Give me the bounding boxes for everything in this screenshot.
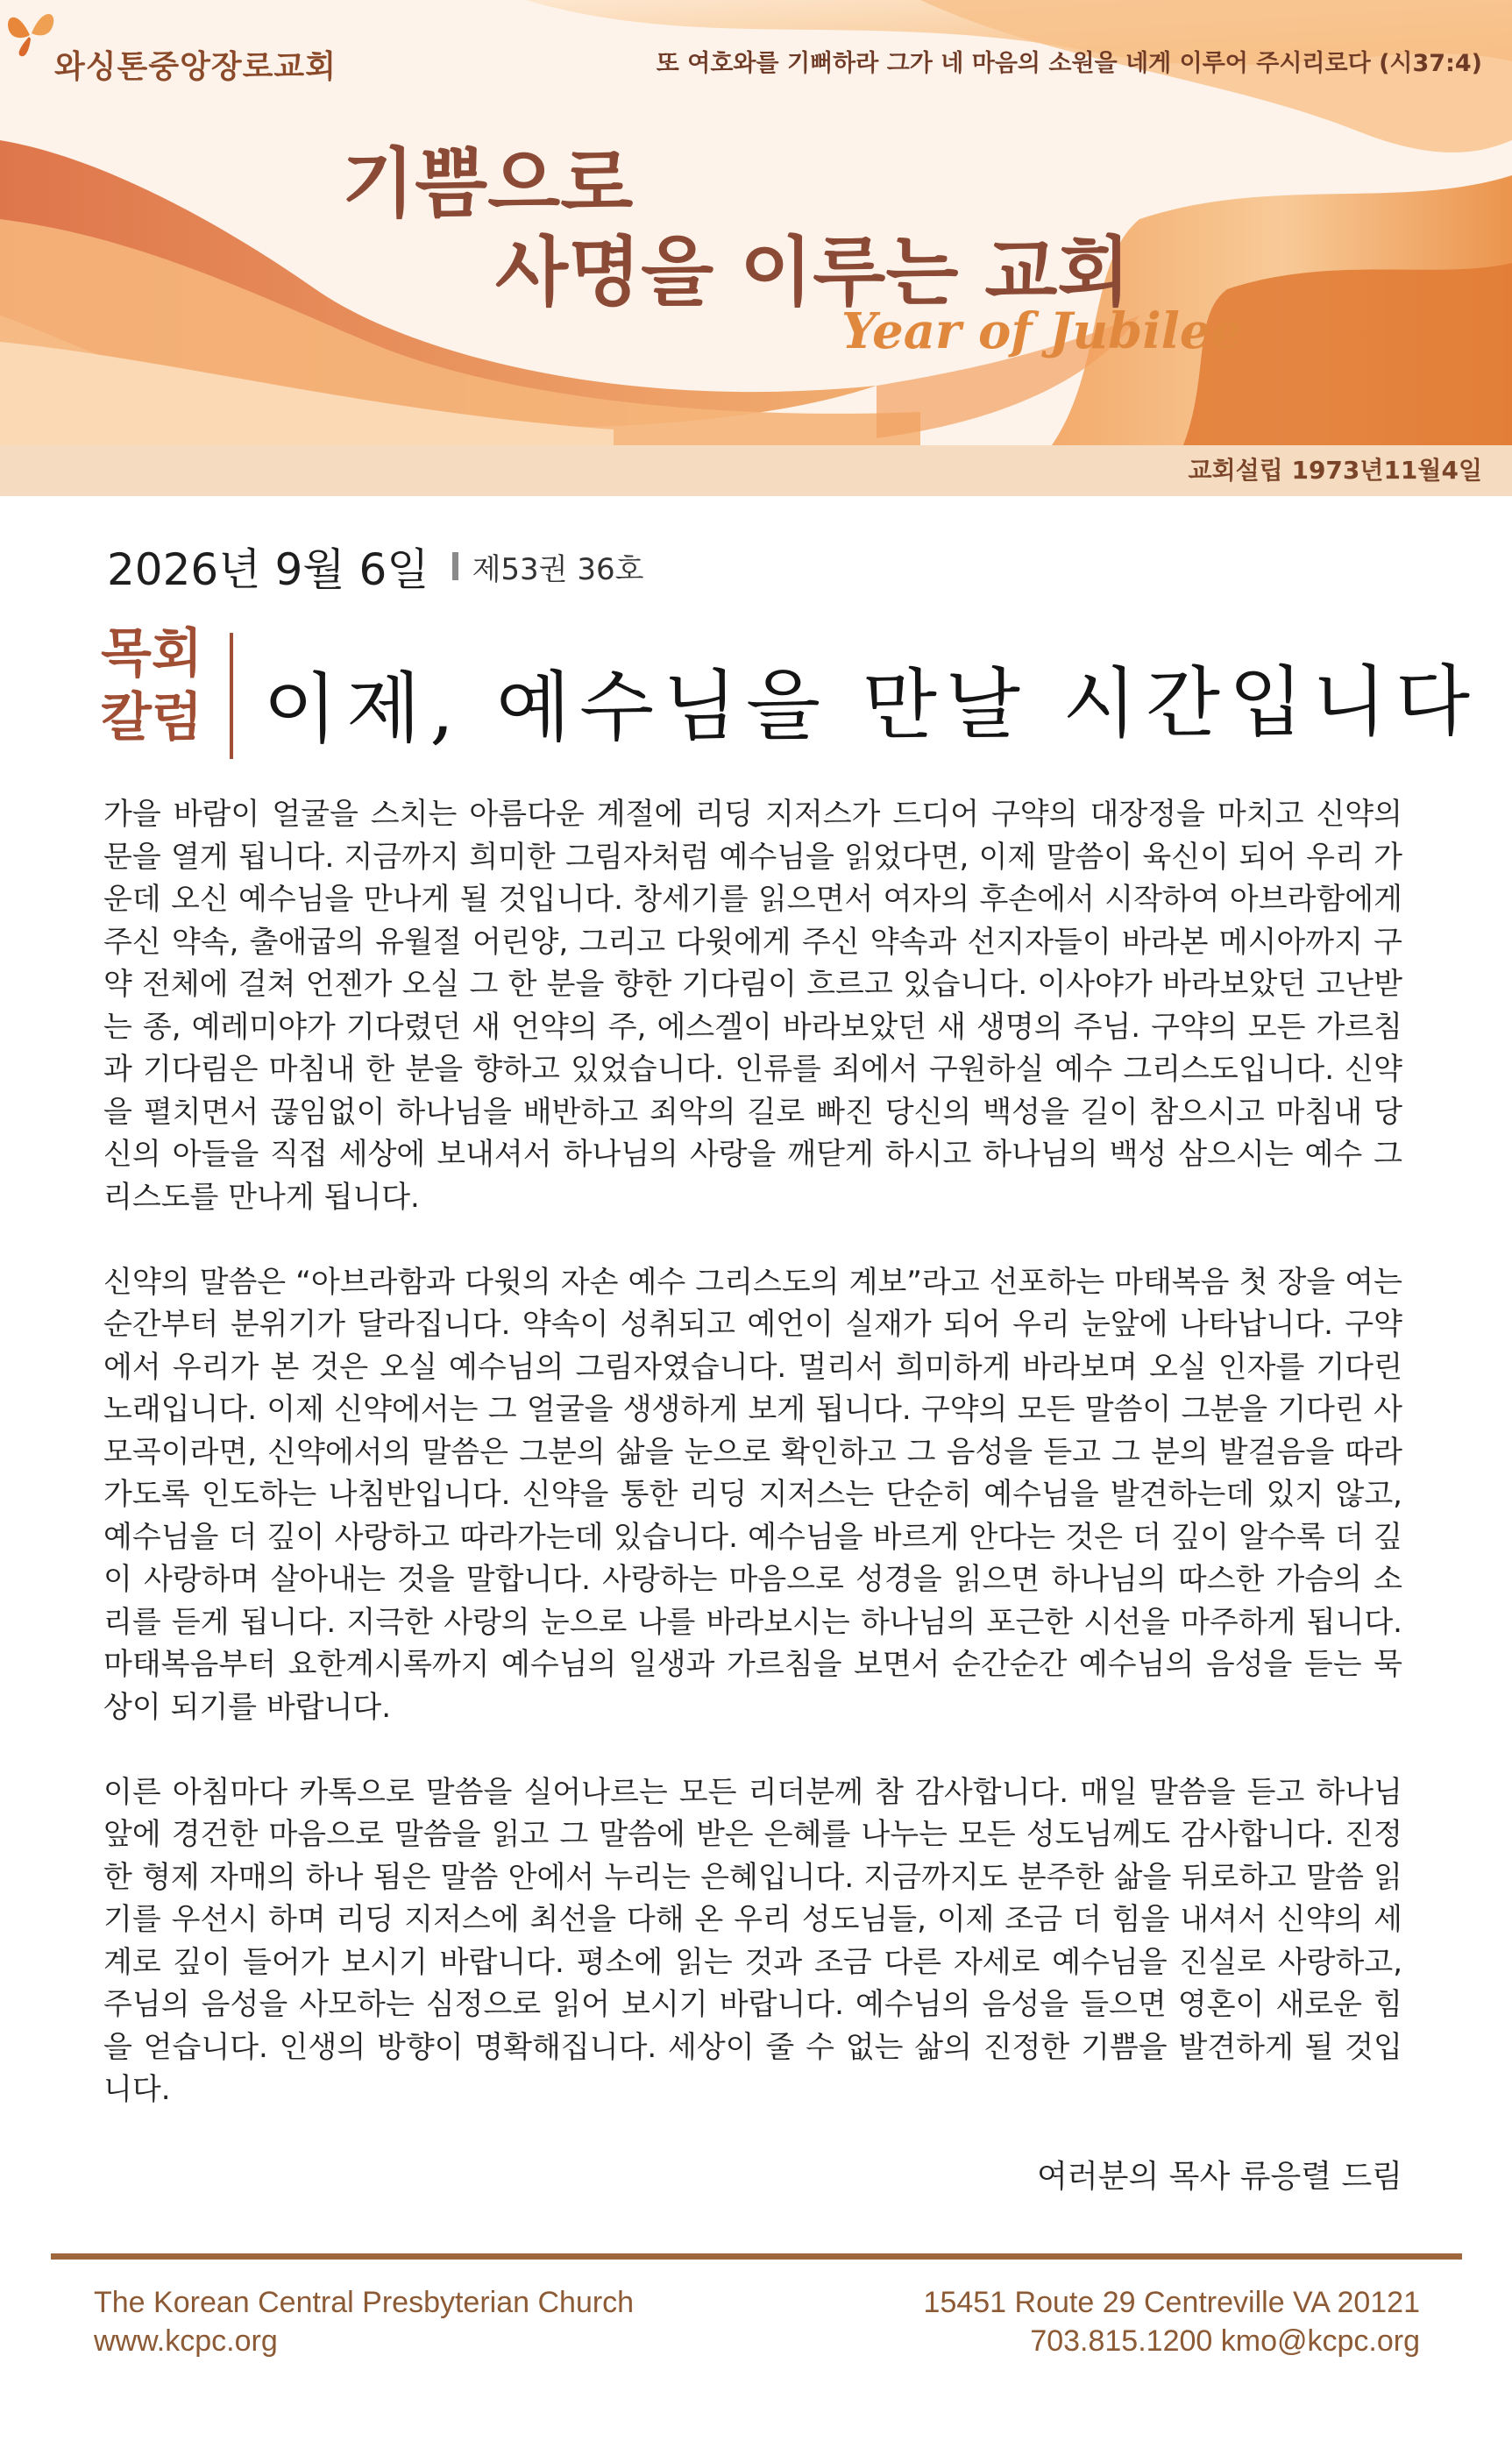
paragraph-2: 신약의 말씀은 “아브라함과 다윗의 자손 예수 그리스도의 계보”라고 선포하는 마태복음 첫 장을 여는 순간부터 분위기가 달라집니다. 약속이 성취되고 예언이 실재가 되어 우리 눈앞에 나타납니다. 구약에서 우리가 본 것은 오실 예수님의 그림자였습니다. 멀리서 희미하게 바라보며 오실 인자를 기다린 노래입니다. 이제 신약에서는 그 얼굴을 생생하게 보게 됩니다. 구약의 모든 말씀이 그분을 기다린 사모곡이라면, 신약에서의 말씀은 그분의 삶을 눈으로 확인하고 그 음성을 듣고 그 분의 발걸음을 따라가도록 인도하는 나침반입니다. 신약을 통한 리딩 지저스는 단순히 예수님을 발견하는데 있지 않고, 예수님을 더 깊이 사랑하고 따라가는데 있습니다. 예수님을 바르게 안다는 것은 더 깊이 알수록 더 깊이 사랑하며 살아내는 것을 말합니다. 사랑하는 마음으로 성경을 읽으면 하나님의 따스한 가슴의 소리를 듣게 됩니다. 지극한 사랑의 눈으로 나를 바라보시는 하나님의 포근한 시선을 마주하게 됩니다. 마태복음부터 요한계시록까지 예수님의 일생과 가르침을 보면서 순간순간 예수님의 음성을 듣는 묵상이 되기를 바랍니다. xyxy=(103,1264,1402,1725)
column-title: 이제, 예수님을 만날 시간입니다 xyxy=(262,656,1480,755)
theme-title-line1: 기쁨으로 xyxy=(342,140,634,228)
column-label xyxy=(101,622,202,750)
website-link[interactable]: www.kcpc.org xyxy=(94,2324,278,2358)
paragraph-1: 가을 바람이 얼굴을 스치는 아름다운 계절에 리딩 지저스가 드디어 구약의 대장정을 마치고 신약의 문을 열게 됩니다. 지금까지 희미한 그림자처럼 예수님을 읽었다면, 이제 말씀이 육신이 되어 우리 가운데 오신 예수님을 만나게 될 것입니다. 창세기를 읽으면서 여자의 후손에서 시작하여 아브라함에게 주신 약속, 출애굽의 유월절 어린양, 그리고 다윗에게 주신 약속과 선지자들이 바라본 메시아까지 구약 전체에 걸쳐 언젠가 오실 그 한 분을 향한 기다림이 흐르고 있습니다. 이사야가 바라보았던 고난받는 종, 예레미야가 기다렸던 새 언약의 주, 에스겔이 바라보았던 새 생명의 주님. 구약의 모든 가르침과 기다림은 마침내 한 분을 향하고 있었습니다. 인류를 죄에서 구원하실 예수 그리스도입니다. 신약을 펼치면서 끊임없이 하나님을 배반하고 죄악의 길로 빠진 당신의 백성을 길이 참으시고 마침내 당신의 아들을 직접 세상에 보내셔서 하나님의 사랑을 깨닫게 하시고 하나님의 백성 삼으시는 예수 그리스도를 만나게 됩니다. xyxy=(103,797,1402,1215)
column-label-line1: 목회 xyxy=(101,623,202,685)
column-body xyxy=(103,793,1402,2153)
church-name-english: The Korean Central Presbyterian Church xyxy=(94,2286,635,2319)
butterfly-icon xyxy=(0,0,61,61)
issue-volume: 제53권 36호 xyxy=(472,551,644,587)
contact-info[interactable]: 703.815.1200 kmo@kcpc.org xyxy=(1030,2324,1420,2358)
church-name-korean: 와싱톤중앙장로교회 xyxy=(54,49,337,85)
issue-line xyxy=(107,535,643,598)
column-label-line2: 칼럼 xyxy=(101,687,202,749)
footer-right xyxy=(924,2283,1420,2360)
issue-separator xyxy=(452,552,458,580)
theme-title xyxy=(342,140,1131,318)
theme-verse: 또 여호와를 기뻐하라 그가 네 마음의 소원을 네게 이루어 주시리로다 (시37:4) xyxy=(656,50,1482,77)
founding-date: 교회설립 1973년11월4일 xyxy=(1188,456,1482,485)
footer-left xyxy=(94,2283,634,2360)
pastor-signature: 여러분의 목사 류응렬 드림 xyxy=(1037,2159,1402,2195)
church-address: 15451 Route 29 Centreville VA 20121 xyxy=(923,2286,1420,2319)
issue-date: 2026년 9월 6일 xyxy=(107,544,429,595)
paragraph-3: 이른 아침마다 카톡으로 말씀을 실어나르는 모든 리더분께 참 감사합니다. 매일 말씀을 듣고 하나님 앞에 경건한 마음으로 말씀을 읽고 그 말씀에 받은 은혜를 나누는 모든 성도님께도 감사합니다. 진정한 형제 자매의 하나 됨은 말씀 안에서 누리는 은혜입니다. 지금까지도 분주한 삶을 뒤로하고 말씀 읽기를 우선시 하며 리딩 지저스에 최선을 다해 온 우리 성도님들, 이제 조금 더 힘을 내셔서 신약의 세계로 깊이 들어가 보시기 바랍니다. 평소에 읽는 것과 조금 다른 자세로 예수님을 진실로 사랑하고, 주님의 음성을 사모하는 심정으로 읽어 보시기 바랍니다. 예수님의 음성을 들으면 영혼이 새로운 힘을 얻습니다. 인생의 방향이 명확해집니다. 세상이 줄 수 없는 삶의 진정한 기쁨을 발견하게 될 것입니다. xyxy=(103,1774,1402,2107)
year-of-jubilee-text: Year of Jubilee xyxy=(841,302,1243,360)
theme-title-line2: 사명을 이루는 교회 xyxy=(495,229,1131,317)
footer-divider xyxy=(51,2253,1462,2260)
column-divider xyxy=(230,633,233,759)
header-banner xyxy=(0,0,1512,445)
